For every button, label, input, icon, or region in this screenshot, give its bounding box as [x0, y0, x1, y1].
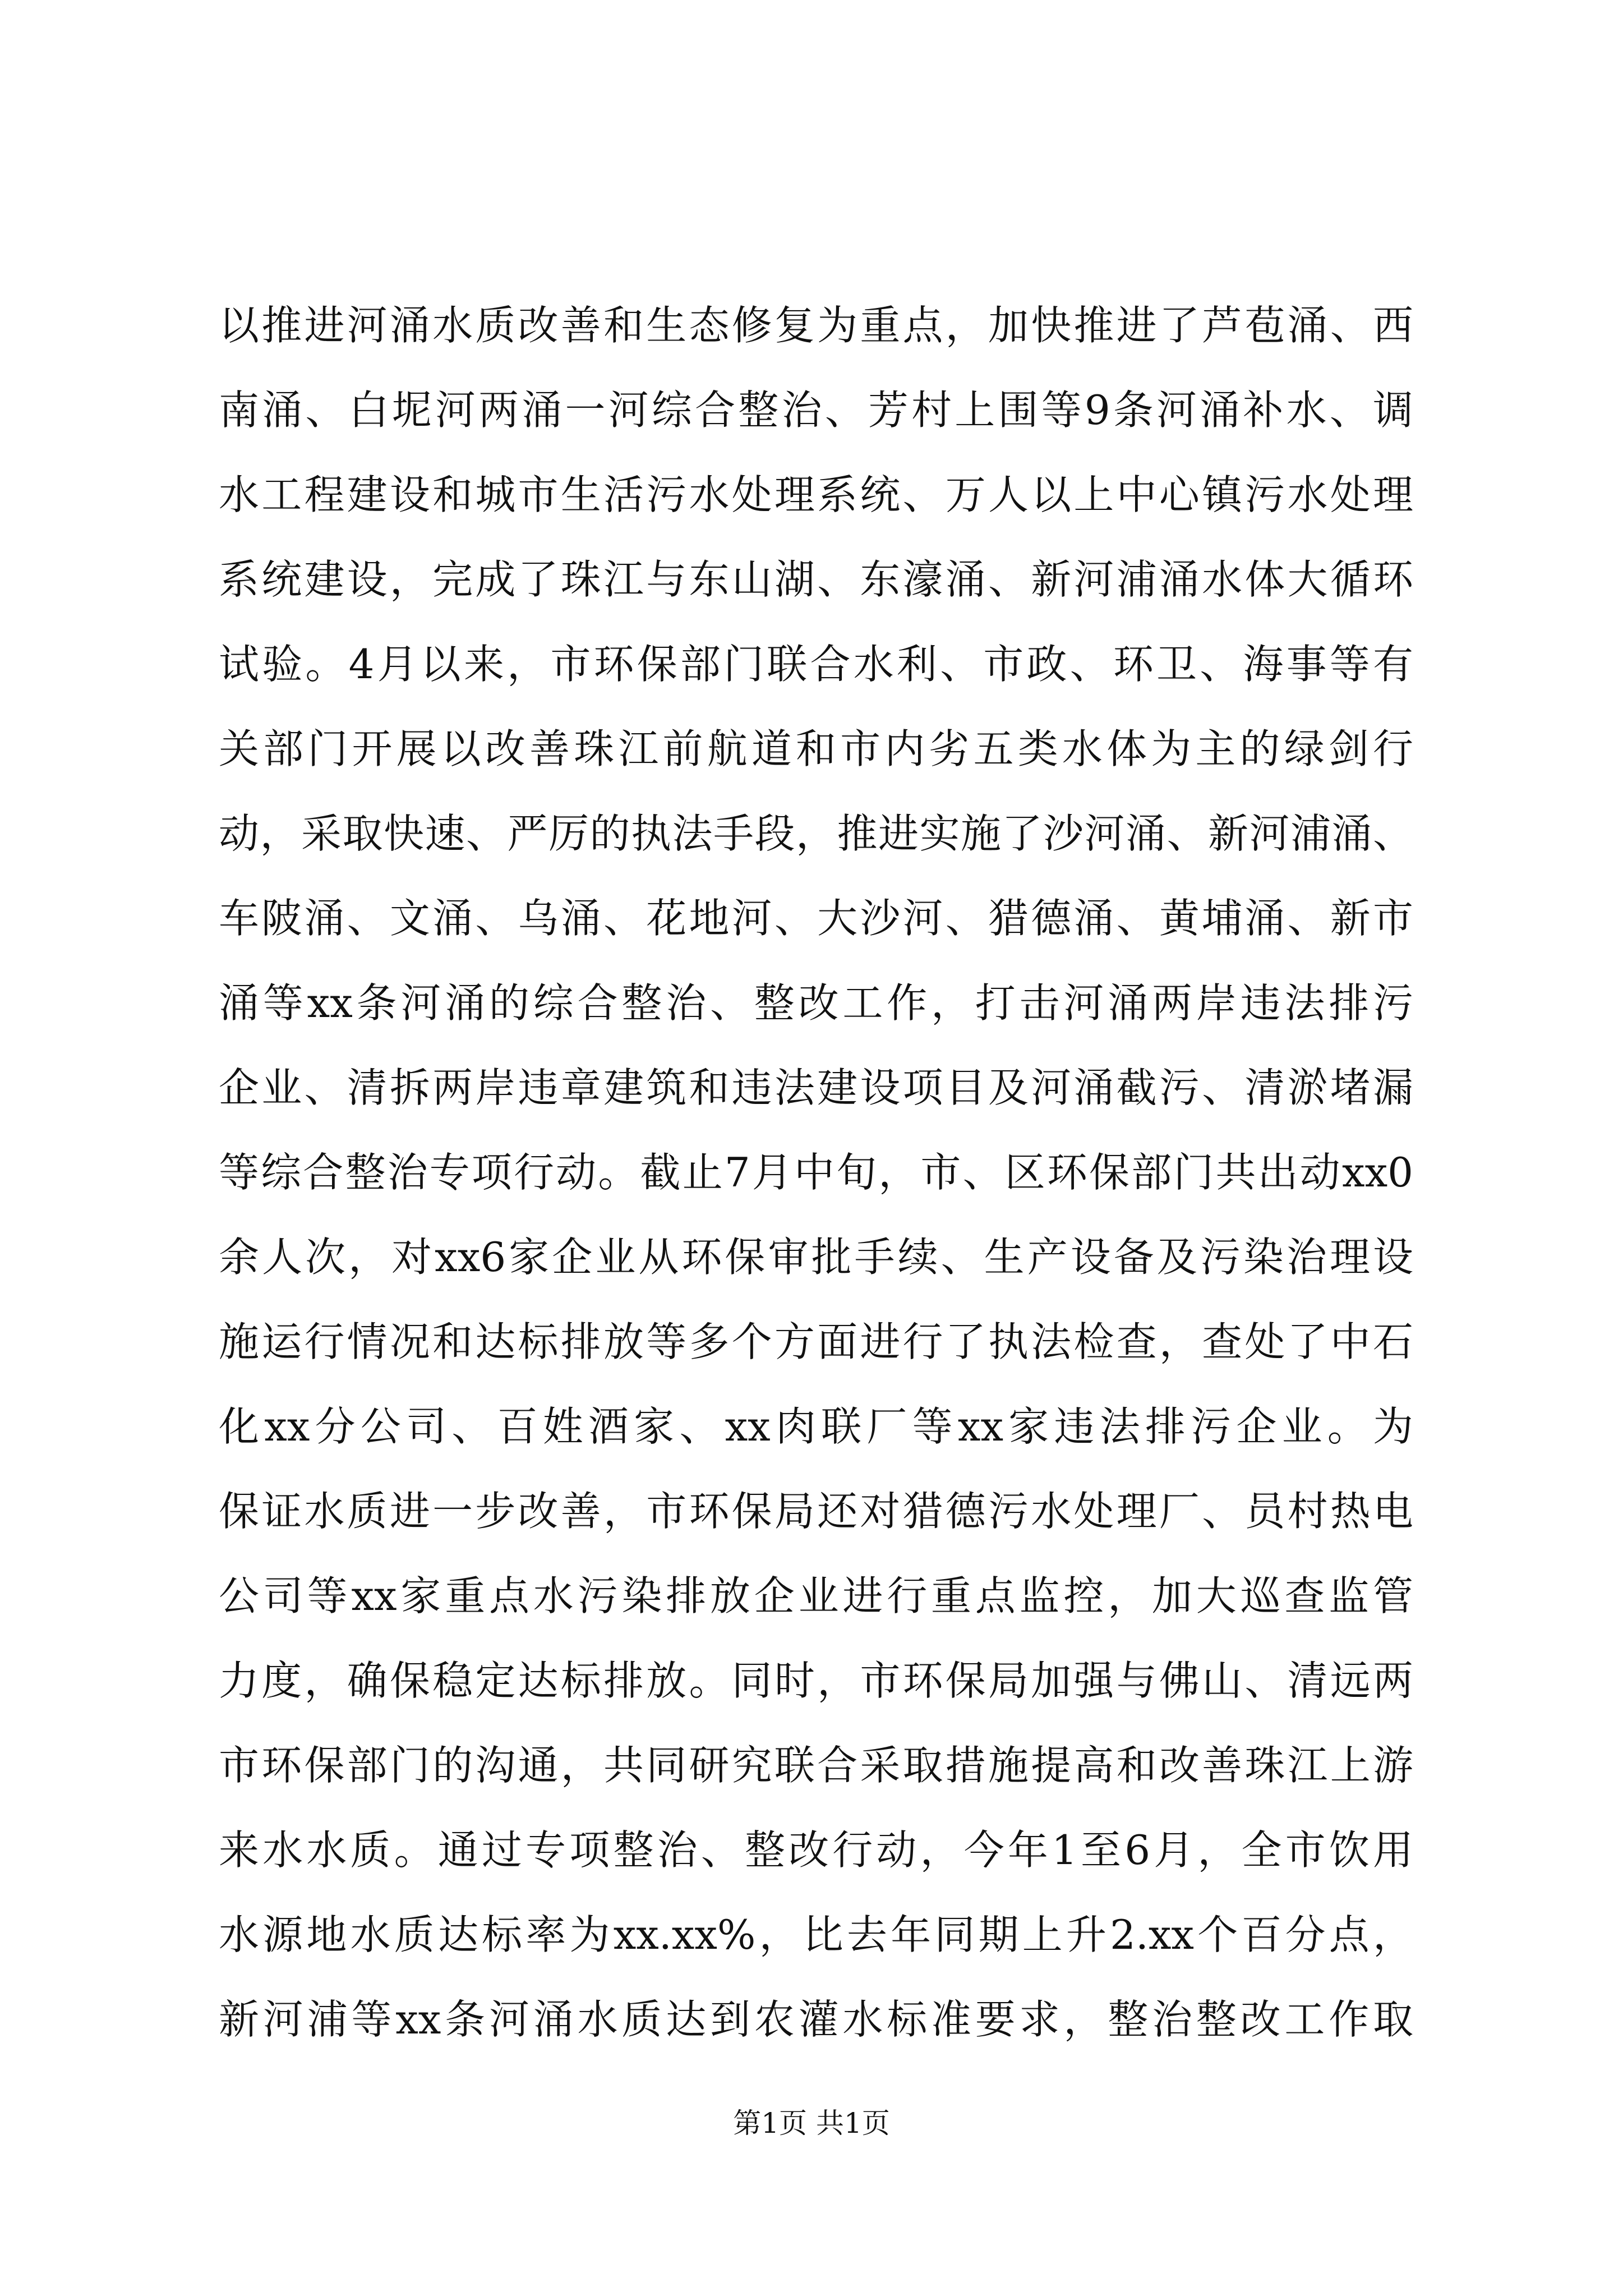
- text-line: 动，采取快速、严厉的执法手段，推进实施了沙河涌、新河浦涌、: [219, 810, 1413, 857]
- text-line: 试验。4月以来，市环保部门联合水利、市政、环卫、海事等有: [219, 641, 1413, 688]
- text-line: 来水水质。通过专项整治、整改行动，今年1至6月，全市饮用: [219, 1826, 1413, 1874]
- text-line: 南涌、白坭河两涌一河综合整治、芳村上围等9条河涌补水、调: [219, 386, 1413, 434]
- text-line: 化xx分公司、百姓酒家、xx肉联厂等xx家违法排污企业。为: [219, 1403, 1413, 1450]
- text-line: 涌等xx条河涌的综合整治、整改工作，打击河涌两岸违法排污: [219, 979, 1413, 1027]
- text-line: 力度，确保稳定达标排放。同时，市环保局加强与佛山、清远两: [219, 1657, 1413, 1704]
- text-line: 等综合整治专项行动。截止7月中旬，市、区环保部门共出动xx0: [219, 1149, 1413, 1196]
- text-line: 车陂涌、文涌、乌涌、花地河、大沙河、猎德涌、黄埔涌、新市: [219, 895, 1413, 942]
- text-line: 新河浦等xx条河涌水质达到农灌水标准要求，整治整改工作取: [219, 1996, 1413, 2043]
- text-line: 保证水质进一步改善，市环保局还对猎德污水处理厂、员村热电: [219, 1488, 1413, 1535]
- text-line: 以推进河涌水质改善和生态修复为重点，加快推进了芦苞涌、西: [219, 302, 1413, 349]
- body-text: [219, 283, 1413, 2062]
- text-line: 系统建设，完成了珠江与东山湖、东濠涌、新河浦涌水体大循环: [219, 556, 1413, 603]
- text-line: 施运行情况和达标排放等多个方面进行了执法检查，查处了中石: [219, 1318, 1413, 1365]
- text-line: 水工程建设和城市生活污水处理系统、万人以上中心镇污水处理: [219, 471, 1413, 518]
- text-line: 市环保部门的沟通，共同研究联合采取措施提高和改善珠江上游: [219, 1742, 1413, 1789]
- text-line: 水源地水质达标率为xx.xx%，比去年同期上升2.xx个百分点，: [219, 1911, 1413, 1958]
- text-line: 余人次，对xx6家企业从环保审批手续、生产设备及污染治理设: [219, 1234, 1413, 1281]
- text-line: 公司等xx家重点水污染排放企业进行重点监控，加大巡查监管: [219, 1572, 1413, 1619]
- page-footer: 第1页 共1页: [733, 2107, 890, 2139]
- text-line: 关部门开展以改善珠江前航道和市内劣五类水体为主的绿剑行: [219, 725, 1413, 772]
- text-line: 企业、清拆两岸违章建筑和违法建设项目及河涌截污、清淤堵漏: [219, 1064, 1413, 1111]
